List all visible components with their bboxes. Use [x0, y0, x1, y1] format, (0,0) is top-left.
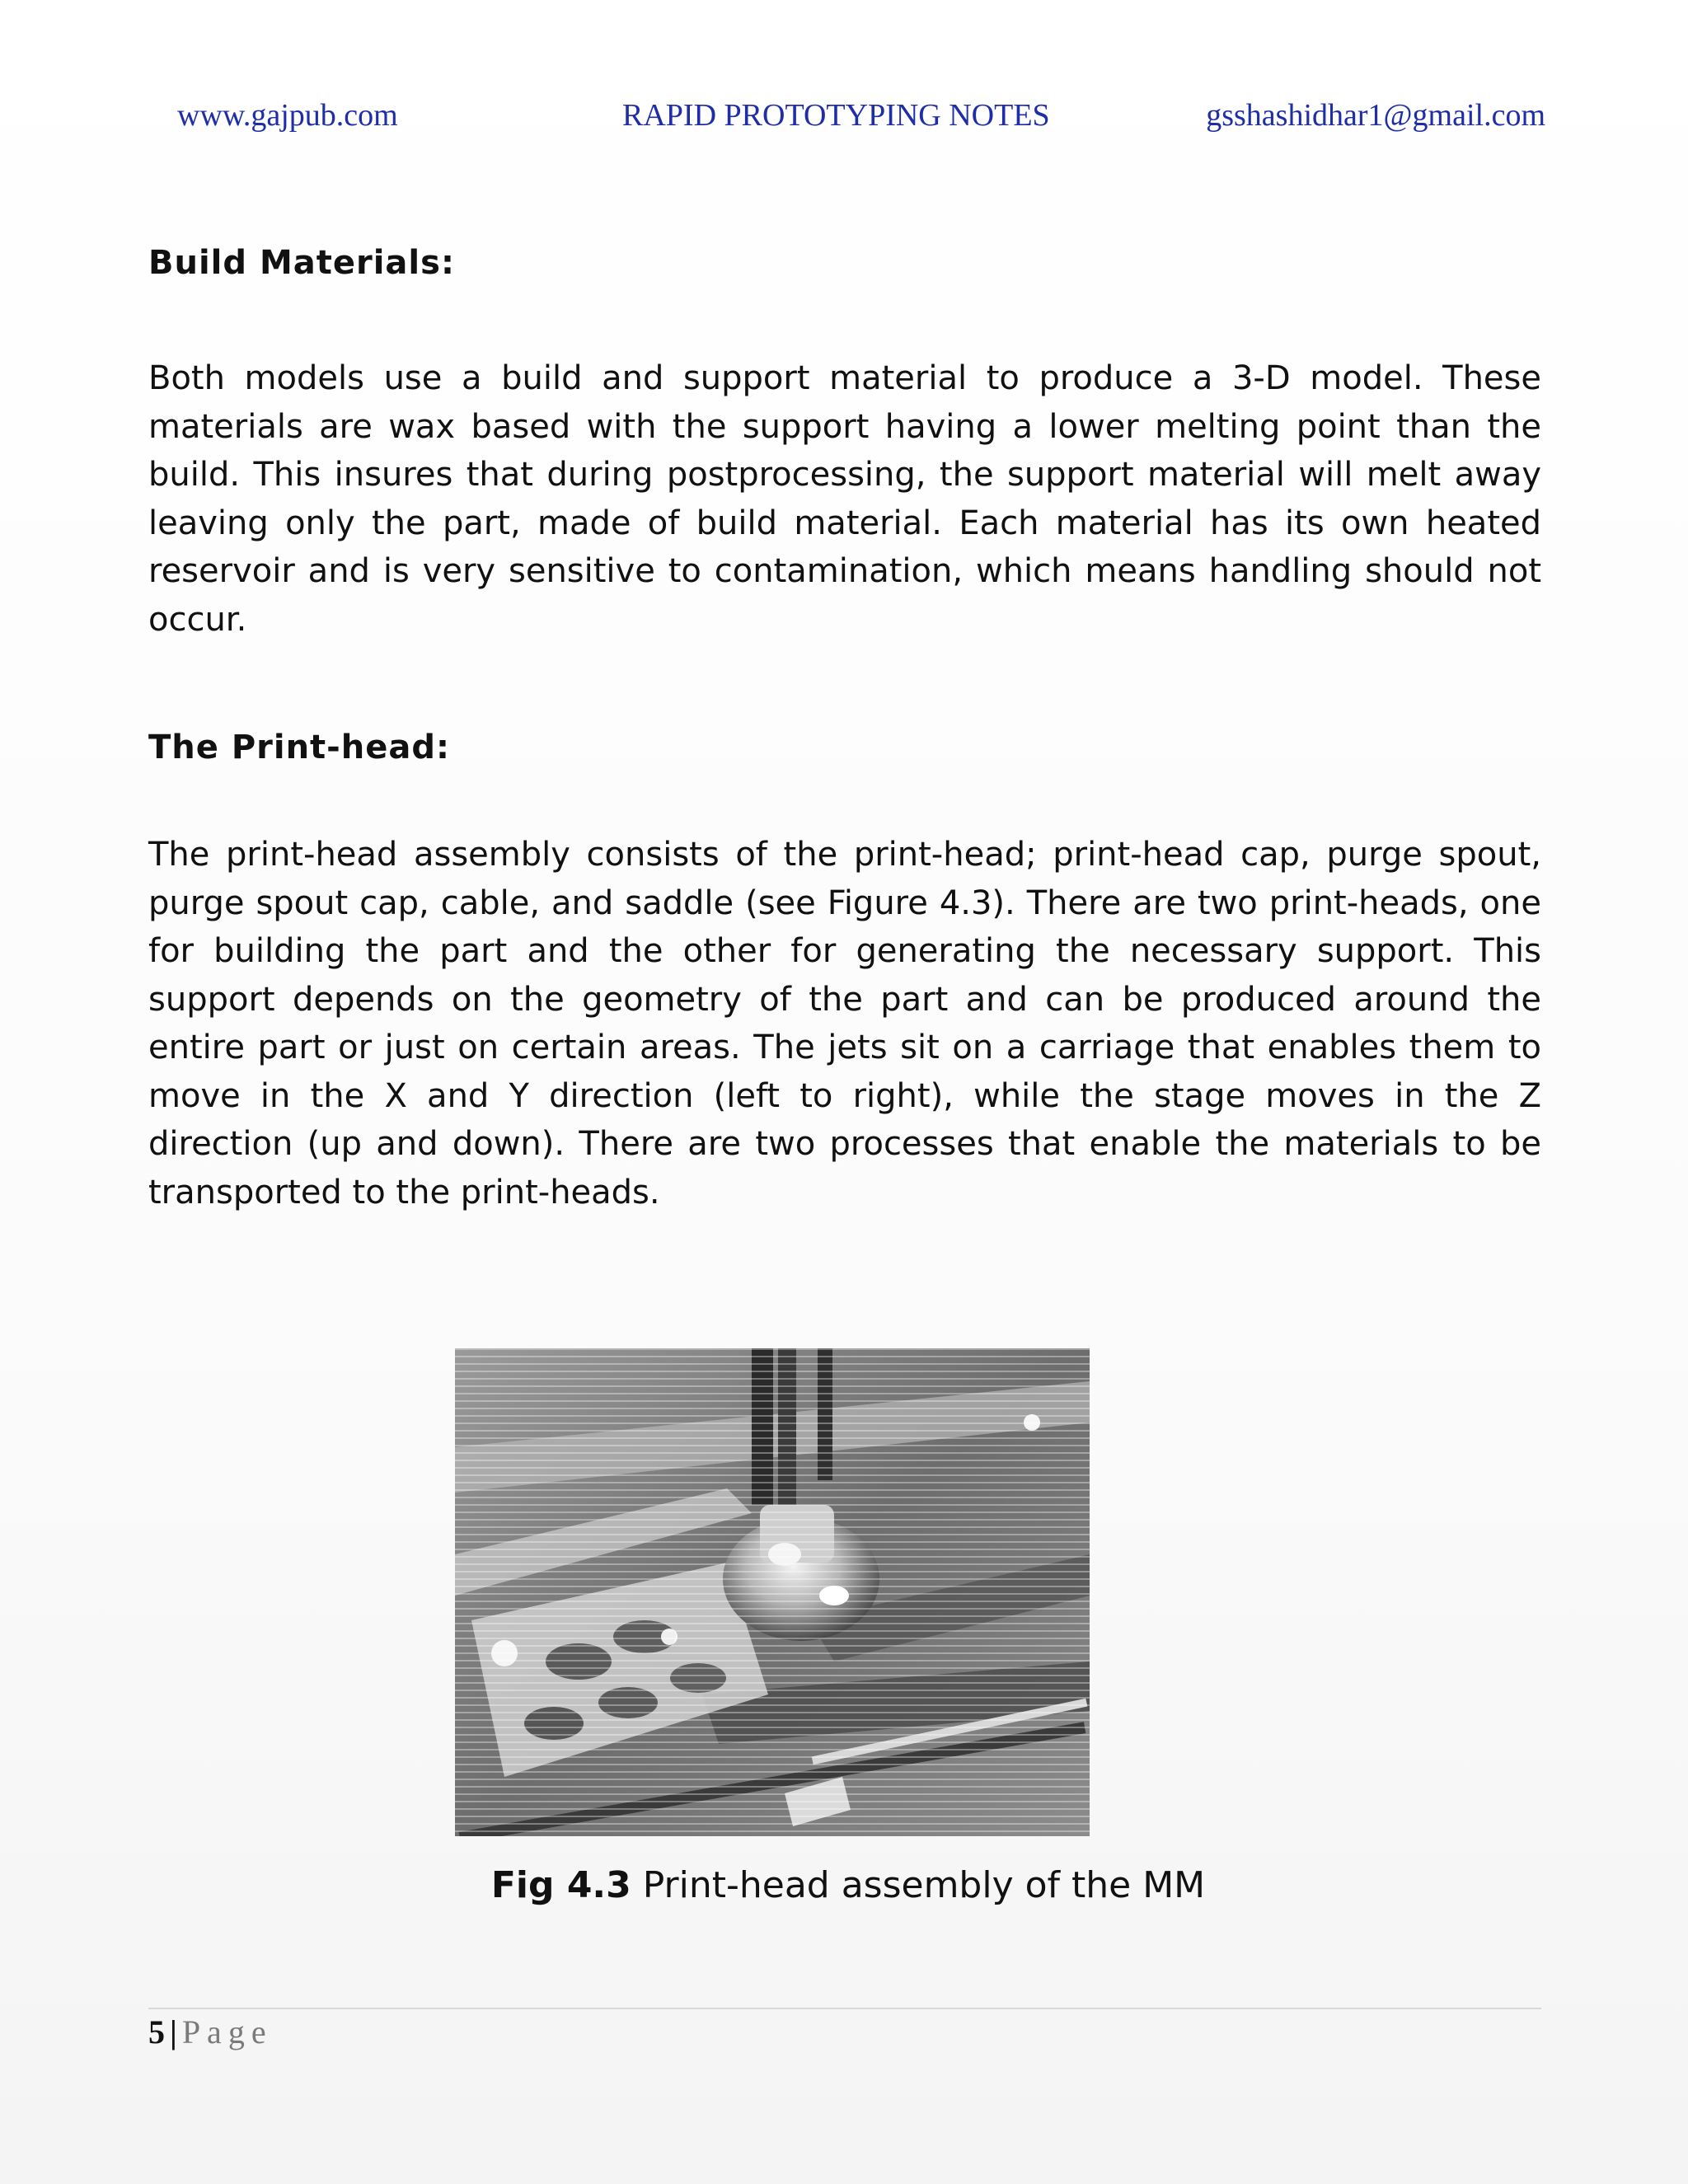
section-body-print-head: The print-head assembly consists of the print-head; print-head cap, purge spout, purge spout cap, cable, and saddle (see Figure 4.3). There are two print-heads, one for building the part and the other for generating the necessary support. This support depends on the geometry of the part and can be produced around the entire part or just on certain areas. The jets sit on a carriage that enables them to move in the X and Y direction (left to right), while the stage moves in the Z direction (up and down). There are two processes that enable the materials to be transported to the print-heads.	[148, 836, 1541, 1212]
header-website: www.gajpub.com	[177, 98, 398, 133]
page-header	[177, 97, 1545, 138]
footer-separator: |	[170, 2013, 177, 2050]
section-body-build-materials: Both models use a build and support material to produce a 3-D model. These materials are wax based with the support having a lower melting point than the build. This insures that during postprocessing, the support material will melt away leaving only the part, made of build material. Each material has its own heated reservoir and is very sensitive to contamination, which means handling should not occur.	[148, 359, 1541, 639]
figure-caption	[0, 1864, 1688, 1906]
page-word: Page	[181, 2013, 273, 2050]
section-heading-build-materials: Build Materials:	[148, 244, 455, 282]
section-heading-print-head: The Print-head:	[148, 729, 450, 766]
print-head-assembly-photo	[455, 1348, 1090, 1836]
figure-label: Fig 4.3	[490, 1864, 631, 1906]
page-footer	[148, 2013, 273, 2051]
header-title: RAPID PROTOTYPING NOTES	[622, 98, 1050, 133]
figure-caption-text: Print-head assembly of the MM	[642, 1864, 1206, 1906]
page-number: 5	[148, 2013, 165, 2050]
footer-divider	[148, 2008, 1541, 2009]
header-email: gsshashidhar1@gmail.com	[1206, 98, 1545, 133]
